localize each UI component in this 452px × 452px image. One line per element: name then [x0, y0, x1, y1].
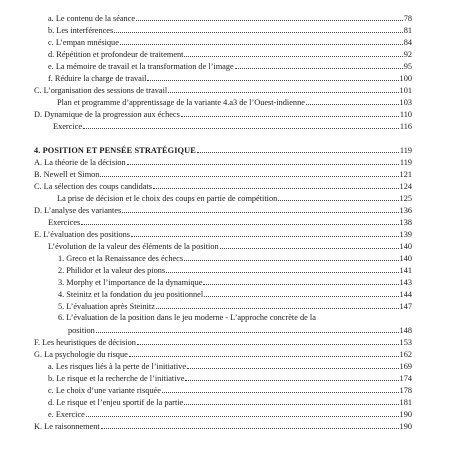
toc-entry-page: 181	[399, 398, 412, 407]
toc-entry-page: 100	[399, 74, 412, 83]
dot-leader	[101, 420, 399, 429]
toc-entry-label: B. Newell et Simon	[34, 170, 100, 179]
toc-entry-label: d. Répétition et profondeur de traitement	[48, 50, 184, 59]
toc-entry-label: F. Les heuristiques de décision	[34, 338, 136, 347]
toc-entry	[0, 360, 452, 371]
toc-entry-page: 140	[399, 242, 412, 251]
dot-leader	[235, 60, 403, 69]
toc-entry-label: c. L’empan mnésique	[48, 38, 119, 47]
dot-leader	[131, 228, 399, 237]
toc-entry-page: 153	[399, 338, 412, 347]
toc-entry-page: 121	[399, 170, 412, 179]
toc-entry-page: 139	[399, 230, 412, 239]
dot-leader	[114, 24, 403, 33]
toc-entry-label: d. Le risque et l’enjeu sportif de la partie	[48, 398, 184, 407]
dot-leader	[187, 360, 399, 369]
toc-entry-page: 124	[399, 182, 412, 191]
toc-entry-label: 6. L’évaluation de la position dans le jeu moderne - L’approche concrète de la	[58, 313, 316, 322]
toc-entry-page: 190	[399, 410, 412, 419]
toc-entry	[0, 264, 452, 275]
toc-entry	[0, 228, 452, 239]
toc-entry-page: 147	[399, 302, 412, 311]
toc-entry	[0, 204, 452, 215]
toc-entry-page: 136	[399, 206, 412, 215]
toc-entry-label: 2. Philidor et la valeur des pions	[58, 266, 166, 275]
toc-entry-page: 138	[399, 218, 412, 227]
toc-entry	[0, 396, 452, 407]
toc-entry	[0, 60, 452, 71]
toc-entry-page: 190	[399, 422, 412, 431]
dot-leader	[153, 180, 399, 189]
toc-entry-page: 116	[399, 122, 412, 131]
toc-entry-page: 81	[403, 26, 412, 35]
dot-leader	[168, 84, 398, 93]
dot-leader	[166, 264, 398, 273]
toc-entry-page: 144	[399, 290, 412, 299]
toc-entry-page: 92	[403, 50, 412, 59]
toc-entry-label: b. Le risque et la recherche de l’initiative	[48, 374, 185, 383]
dot-leader	[220, 240, 399, 249]
toc-entry-label: C. La sélection des coups candidats	[34, 182, 152, 191]
dot-leader	[120, 36, 403, 45]
toc-entry-page: 101	[399, 86, 412, 95]
dot-leader	[162, 384, 399, 393]
dot-leader	[204, 288, 398, 297]
toc-entry	[0, 120, 452, 131]
toc-entry-label: G. La psychologie du risque	[34, 350, 128, 359]
toc-entry-page: 169	[399, 362, 412, 371]
toc-entry-page: 95	[403, 62, 412, 71]
toc-chapter-heading	[0, 144, 452, 155]
toc-entry-label: K. Le raisonnement	[34, 422, 100, 431]
toc-entry	[0, 108, 452, 119]
dot-leader	[306, 96, 399, 105]
toc-entry-page: 143	[399, 278, 412, 287]
toc-entry-page: 125	[399, 194, 412, 203]
toc-entry-label: A. La théorie de la décision	[34, 158, 126, 167]
toc-entry-page: 141	[399, 266, 412, 275]
toc-entry	[0, 96, 452, 107]
toc-entry	[0, 312, 452, 323]
toc-entry	[0, 24, 452, 35]
toc-entry	[0, 180, 452, 191]
toc-entry-label: La prise de décision et le choix des coups en partie de compétition	[57, 194, 278, 203]
toc-entry-label: 5. L’évaluation après Steinitz	[58, 302, 155, 311]
toc-entry	[0, 300, 452, 311]
toc-entry-label: 4. Steinitz et la fondation du jeu positionnel	[58, 290, 204, 299]
dot-leader	[86, 408, 399, 417]
dot-leader	[122, 204, 398, 213]
toc-entry-label: D. Dynamique de la progression aux échecs	[34, 110, 180, 119]
toc-entry-label: 4. POSITION ET PENSÉE STRATÉGIQUE	[34, 146, 196, 155]
dot-leader	[278, 192, 398, 201]
toc-entry-page: 148	[399, 326, 412, 335]
toc-entry	[0, 12, 452, 23]
toc-entry-page: 178	[399, 386, 412, 395]
toc-entry-label: a. Le contenu de la séance	[48, 14, 136, 23]
toc-entry	[0, 84, 452, 95]
toc-entry	[0, 48, 452, 59]
dot-leader	[81, 216, 398, 225]
toc-entry	[0, 252, 452, 263]
toc-entry	[0, 168, 452, 179]
dot-leader	[83, 120, 399, 129]
toc-entry-label: D. L’analyse des variantes	[34, 206, 122, 215]
toc-entry-label: e. La mémoire de travail et la transformation de l’image	[48, 62, 234, 71]
toc-entry-page: 119	[399, 158, 412, 167]
toc-entry	[0, 324, 452, 335]
dot-leader	[136, 12, 403, 21]
toc-entry	[0, 156, 452, 167]
toc-entry-label: e. Exercice	[48, 410, 85, 419]
toc-entry-label: C. L’organisation des sessions de travail	[34, 86, 168, 95]
toc-entry	[0, 276, 452, 287]
toc-entry	[0, 348, 452, 359]
toc-entry-page: 84	[403, 38, 412, 47]
dot-leader	[181, 108, 399, 117]
toc-entry-label: 3. Morphy et l’importance de la dynamique	[58, 278, 203, 287]
toc-entry-page: 78	[403, 14, 412, 23]
dot-leader	[127, 156, 399, 165]
dot-leader	[156, 300, 399, 309]
toc-entry-page: 140	[399, 254, 412, 263]
toc-entry-label: Plan et programme d’apprentissage de la variante 4.a3 de l’Ouest-indienne	[57, 98, 305, 107]
toc-entry	[0, 288, 452, 299]
dot-leader	[203, 276, 398, 285]
dot-leader	[147, 72, 398, 81]
dot-leader	[184, 396, 398, 405]
toc-entry	[0, 408, 452, 419]
toc-entry	[0, 36, 452, 47]
toc-entry-label: Exercices	[48, 218, 81, 227]
dot-leader	[185, 372, 398, 381]
toc-entry	[0, 372, 452, 383]
toc-entry-label: 1. Greco et la Renaissance des échecs	[58, 254, 184, 263]
dot-leader	[137, 336, 399, 345]
dot-leader	[197, 144, 399, 153]
toc-entry	[0, 192, 452, 203]
toc-entry	[0, 216, 452, 227]
toc-entry-page: 174	[399, 374, 412, 383]
toc-entry-page: 110	[399, 110, 412, 119]
dot-leader	[96, 324, 399, 333]
toc-entry	[0, 240, 452, 251]
dot-leader	[184, 48, 402, 57]
toc-entry-label: position	[68, 326, 95, 335]
toc-entry-label: f. Réduire la charge de travail	[48, 74, 147, 83]
toc-entry-label: b. Les interférences	[48, 26, 114, 35]
toc-entry-page: 162	[399, 350, 412, 359]
toc-entry-page: 119	[399, 146, 412, 155]
toc-entry-label: a. Les risques liés à la perte de l’initiative	[48, 362, 187, 371]
toc-entry-label: L’évolution de la valeur des éléments de la position	[48, 242, 219, 251]
dot-leader	[100, 168, 398, 177]
toc-entry-label: E. L’évaluation des positions	[34, 230, 131, 239]
toc-entry	[0, 420, 452, 431]
toc-entry-label: c. Le choix d’une variante risquée	[48, 386, 161, 395]
toc-entry	[0, 336, 452, 347]
dot-leader	[184, 252, 398, 261]
toc-entry	[0, 384, 452, 395]
toc-entry-page: 103	[399, 98, 412, 107]
dot-leader	[129, 348, 399, 357]
toc-entry	[0, 72, 452, 83]
toc-entry-label: Exercice	[53, 122, 83, 131]
